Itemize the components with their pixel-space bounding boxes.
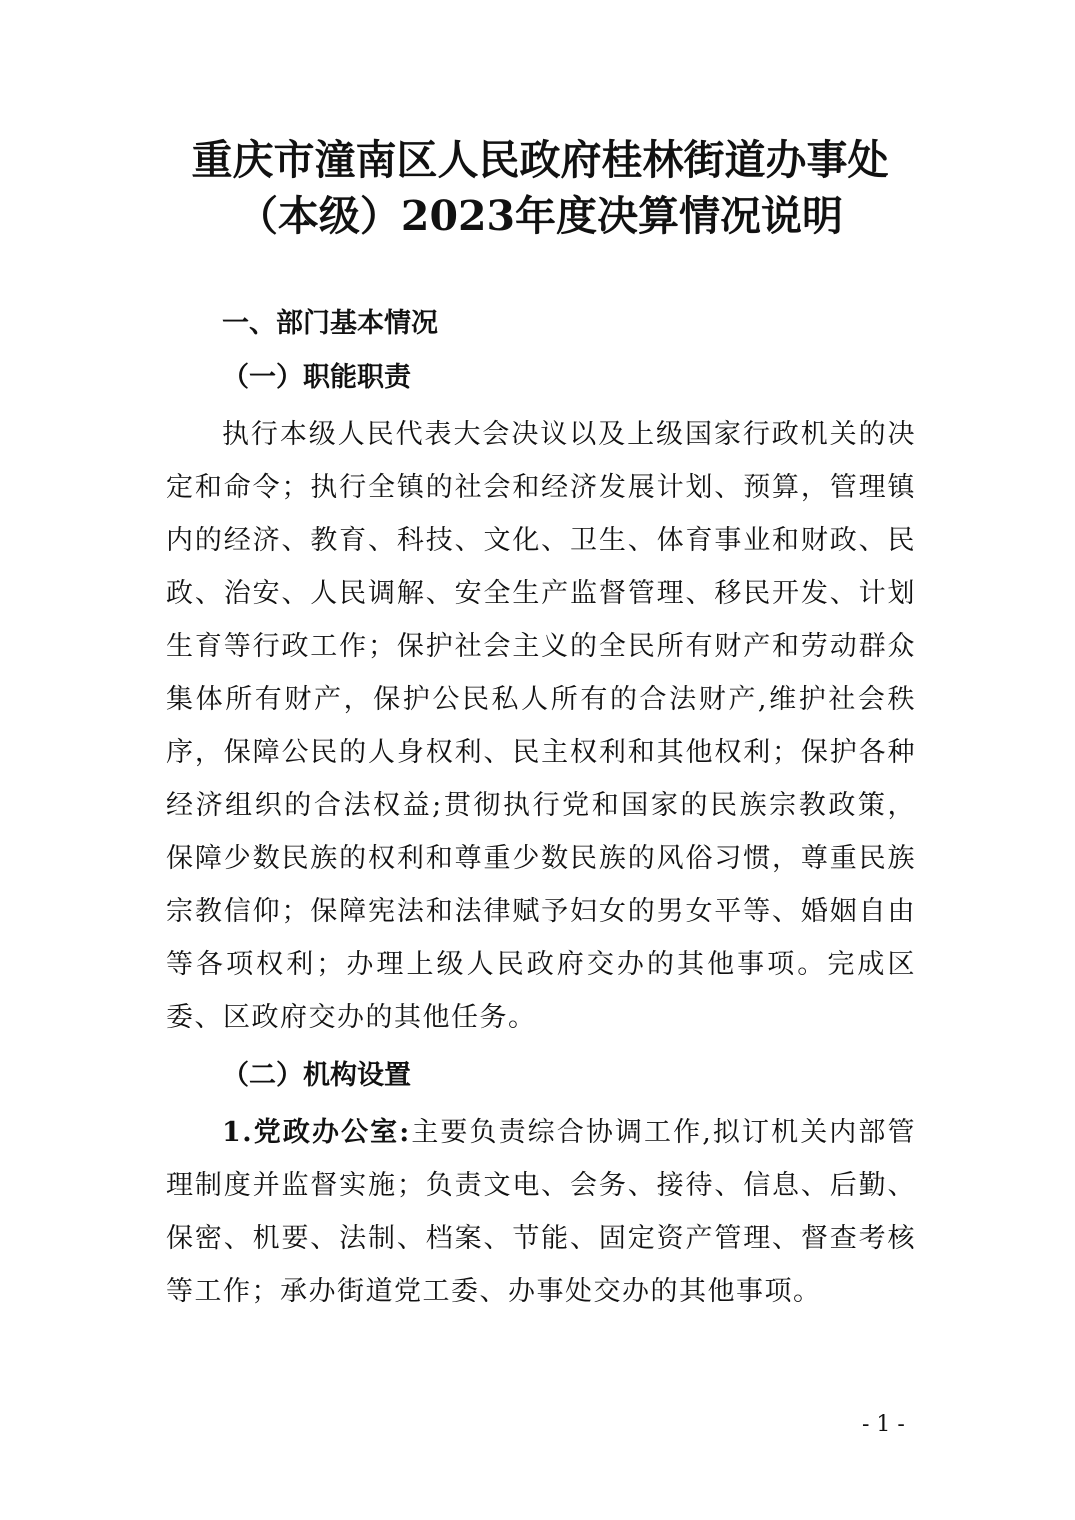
subsection-heading-organization: （二）机构设置 [222,1060,411,1091]
functions-paragraph: 执行本级人民代表大会决议以及上级国家行政机关的决定和命令；执行全镇的社会和经济发展计划、预算，管理镇内的经济、教育、科技、文化、卫生、体育事业和财政、民政、治安、人民调解、安全生产监督管理、移民开发、计划生育等行政工作；保护社会主义的全民所有财产和劳动群众集体所有财产，保护公民私人所有的合法财产,维护社会秩序，保障公民的人身权利、民主权利和其他权利；保护各种经济组织的合法权益;贯彻执行党和国家的民族宗教政策，保障少数民族的权利和尊重少数民族的风俗习惯，尊重民族宗教信仰；保障宪法和法律赋予妇女的男女平等、婚姻自由等各项权利；办理上级人民政府交办的其他事项。完成区委、区政府交办的其他任务。 [166,419,916,1033]
document-title: 重庆市潼南区人民政府桂林街道办事处（本级）2023年度决算情况说明 [191,136,889,240]
office-description: 主要负责综合协调工作,拟订机关内部管理制度并监督实施；负责文电、会务、接待、信息、后勤、保密、机要、法制、档案、节能、固定资产管理、督查考核等工作；承办街道党工委、办事处交办的其他事项。 [166,1117,916,1307]
section-heading-basic-info: 一、部门基本情况 [222,308,438,339]
subsection-heading-functions: （一）职能职责 [222,362,411,393]
office-paragraph [166,1106,916,1318]
page-number: - 1 - [862,1412,905,1437]
office-name-label: 1.党政办公室: [222,1117,411,1148]
